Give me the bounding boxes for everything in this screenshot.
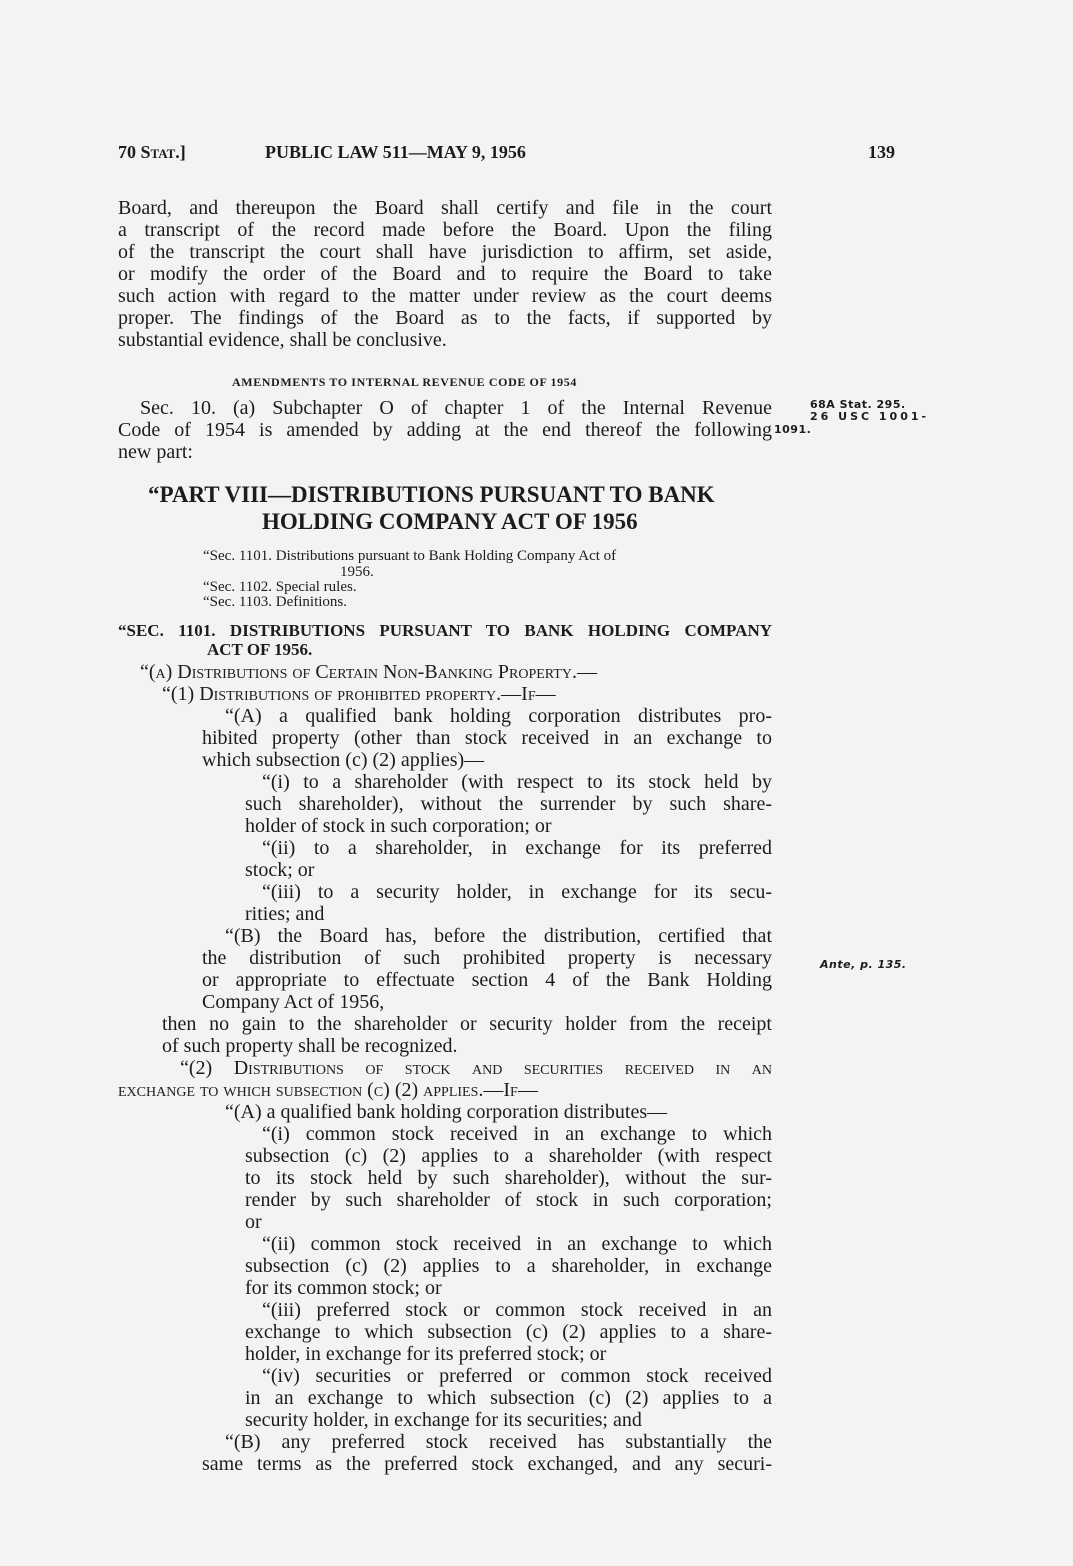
text-line: exchange to which subsection (c) (2) applies to a share- [245,1321,772,1343]
text-line: same terms as the preferred stock exchanged, and any securi- [202,1453,772,1475]
text-line: “(ii) to a shareholder, in exchange for its preferred [262,837,772,859]
text-line: “(i) to a shareholder (with respect to its stock held by [262,771,772,793]
text-line: “(i) common stock received in an exchange to which [262,1123,772,1145]
text-line: holder, in exchange for its preferred stock; or [245,1343,607,1365]
text-line: or [245,1211,262,1233]
text-line: new part: [118,441,193,463]
toc-item-cont: 1956. [340,564,374,580]
text-line: render by such shareholder of stock in such corporation; [245,1189,772,1211]
text-line: of such property shall be recognized. [162,1035,458,1057]
paragraph-heading: “(2) Distributions of stock and securities received in an [180,1057,772,1079]
text-line: a transcript of the record made before the Board. Upon the filing [118,219,772,241]
subsection-heading: “(a) Distributions of Certain Non-Banking Property.— [140,661,597,683]
page-number: 139 [868,142,895,162]
part-title-cont: HOLDING COMPANY ACT OF 1956 [262,509,638,534]
margin-note-statute: 68A Stat. 295. [810,398,906,411]
text-line: “(B) any preferred stock received has substantially the [225,1431,772,1453]
section-title-cont: ACT OF 1956. [207,640,313,659]
text-line: such action with regard to the matter under review as the court deems [118,285,772,307]
part-title: “PART VIII—DISTRIBUTIONS PURSUANT TO BANK [148,482,715,507]
text-line: “(ii) common stock received in an exchange to which [262,1233,772,1255]
text-line: substantial evidence, shall be conclusive. [118,329,447,351]
text-line: Sec. 10. (a) Subchapter O of chapter 1 of the Internal Revenue [140,397,772,419]
margin-note-usc: 26 USC 1001- [810,410,930,423]
text-line: then no gain to the shareholder or security holder from the receipt [162,1013,772,1035]
text-line: “(iv) securities or preferred or common stock received [262,1365,772,1387]
paragraph-heading: “(1) Distributions of prohibited property.—If— [162,683,556,705]
text-line: or appropriate to effectuate section 4 of the Bank Holding [202,969,772,991]
text-line: Board, and thereupon the Board shall certify and file in the court [118,197,772,219]
text-line: “(iii) to a security holder, in exchange for its secu- [262,881,772,903]
text-line: to its stock held by such shareholder), without the sur- [245,1167,772,1189]
text-line: stock; or [245,859,315,881]
text-line: “(iii) preferred stock or common stock received in an [262,1299,772,1321]
text-line: of the transcript the court shall have jurisdiction to affirm, set aside, [118,241,772,263]
text-line: such shareholder), without the surrender by such share- [245,793,772,815]
section-heading: AMENDMENTS TO INTERNAL REVENUE CODE OF 1954 [232,375,577,389]
paragraph-heading-cont: exchange to which subsection (c) (2) applies.—If— [118,1079,538,1101]
toc-item: “Sec. 1101. Distributions pursuant to Bank Holding Company Act of [203,548,617,564]
toc-item: “Sec. 1102. Special rules. [203,579,357,595]
text-line: “(B) the Board has, before the distribution, certified that [225,925,772,947]
running-title: PUBLIC LAW 511—MAY 9, 1956 [265,142,526,162]
text-line: Company Act of 1956, [202,991,385,1013]
text-line: security holder, in exchange for its securities; and [245,1409,642,1431]
text-line: in an exchange to which subsection (c) (2) applies to a [245,1387,772,1409]
text-line: rities; and [245,903,325,925]
text-line: for its common stock; or [245,1277,442,1299]
text-line: the distribution of such prohibited property is necessary [202,947,772,969]
text-line: which subsection (c) (2) applies)— [202,749,485,771]
margin-note-usc-cont: 1091. [774,423,812,436]
text-line: subsection (c) (2) applies to a shareholder, in exchange [245,1255,772,1277]
text-line: subsection (c) (2) applies to a shareholder (with respect [245,1145,772,1167]
section-title: “SEC. 1101. DISTRIBUTIONS PURSUANT TO BANK HOLDING COMPANY [118,621,772,640]
text-line: “(A) a qualified bank holding corporation distributes— [225,1101,668,1123]
text-line: proper. The findings of the Board as to the facts, if supported by [118,307,772,329]
margin-note-ante: Ante, p. 135. [820,958,907,971]
text-line: “(A) a qualified bank holding corporation distributes pro- [225,705,772,727]
text-line: holder of stock in such corporation; or [245,815,552,837]
volume-reference: 70 Stat.] [118,142,186,162]
toc-item: “Sec. 1103. Definitions. [203,594,348,610]
text-line: Code of 1954 is amended by adding at the end thereof the following [118,419,772,441]
text-line: hibited property (other than stock received in an exchange to [202,727,772,749]
text-line: or modify the order of the Board and to require the Board to take [118,263,772,285]
